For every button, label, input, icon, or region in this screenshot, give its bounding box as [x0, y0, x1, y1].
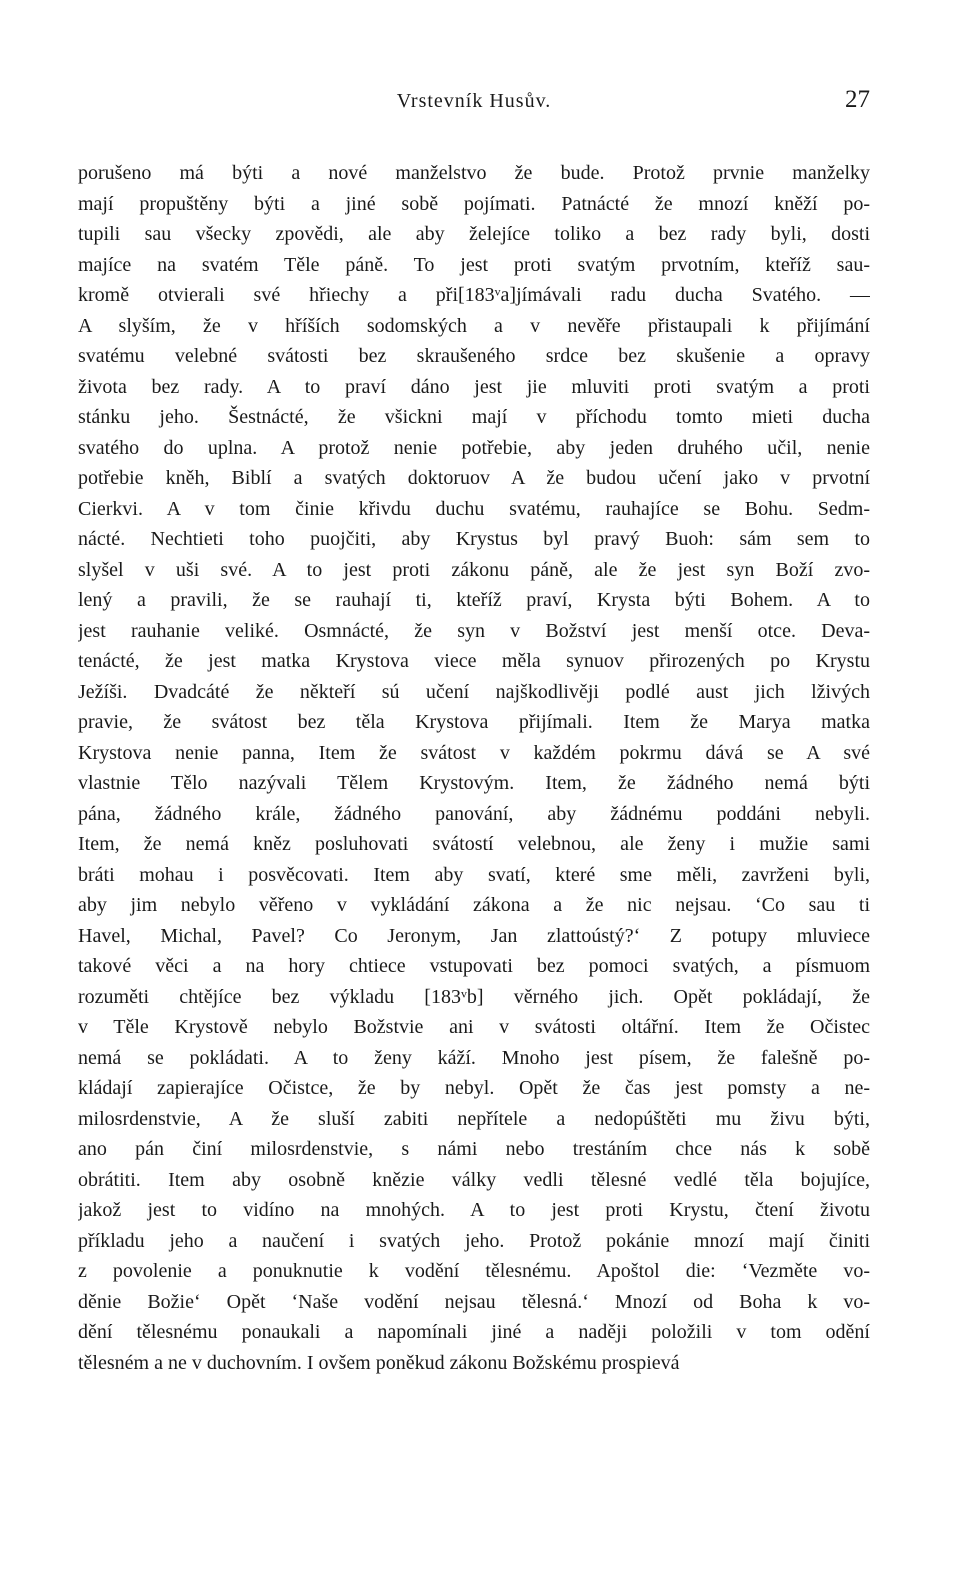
- text-line: nemá se pokládati. A to ženy káží. Mnoho jest písem, že falešně po-: [78, 1046, 870, 1069]
- text-line: tenácté, že jest matka Krystova viece měla synuov přirozených po Krystu: [78, 650, 870, 672]
- text-line: potřebie kněh, Biblí a svatých doktoruov A že budou učení jako v prvotní: [78, 467, 870, 489]
- text-line: tělesném a ne v duchovním. I ovšem poněkud zákonu Božskému prospievá: [78, 1351, 680, 1374]
- running-head: [78, 86, 870, 116]
- text-line: Cierkvi. A v tom činie křivdu duchu svatému, rauhajíce se Bohu. Sedm-: [78, 497, 870, 520]
- text-line: majíce na svatém Těle páně. To jest proti svatým prvotním, kteříž sau-: [78, 253, 870, 276]
- text-line: dění tělesnému ponaukali a napomínali jiné a naději položili v tom odění: [78, 1321, 870, 1343]
- text-line: bráti mohau i posvěcovati. Item aby svatí, které sme měli, zavrženi byli,: [78, 863, 870, 886]
- text-line: stánku jeho. Šestnácté, že všickni mají v příchodu tomto mieti ducha: [78, 406, 870, 428]
- text-line: svatého do uplna. A protož nenie potřebie, aby jeden druhého učil, nenie: [78, 436, 870, 459]
- text-line: v Těle Krystově nebylo Božstvie ani v svátosti oltářní. Item že Očistec: [78, 1016, 870, 1038]
- text-line: vlastnie Tělo nazývali Tělem Krystovým. Item, že žádného nemá býti: [78, 772, 870, 794]
- text-line: pána, žádného krále, žádného panování, aby žádnému poddáni nebyli.: [78, 802, 870, 825]
- text-line: A slyším, že v hříších sodomských a v nevěře přistaupali k přijímání: [78, 314, 870, 337]
- text-line: takové věci a na hory chtiece vstupovati bez pomoci svatých, a písmuom: [78, 955, 870, 977]
- text-line: obrátiti. Item aby osobně knězie války vedli tělesné vedlé těla bojujíce,: [78, 1168, 870, 1191]
- text-line: jakož jest to vidíno na mnohých. A to jest proti Krystu, čtení životu: [78, 1199, 870, 1221]
- text-line: jest rauhanie veliké. Osmnácté, že syn v Božství jest menší otce. Deva-: [78, 619, 870, 642]
- body-text: [78, 158, 870, 1378]
- text-line: aby jim nebylo věřeno v vykládání zákona a že nic nejsau. ‘Co sau ti: [78, 894, 870, 916]
- text-line: mají propuštěny býti a jiné sobě pojímati. Patnácté že mnozí kněží po-: [78, 192, 870, 215]
- text-line: Havel, Michal, Pavel? Co Jeronym, Jan zlattoústý?‘ Z potupy mluviece: [78, 924, 870, 947]
- text-line: děnie Božie‘ Opět ‘Naše vodění nejsau tělesná.‘ Mnozí od Boha k vo-: [78, 1290, 870, 1313]
- text-line: kromě otvierali své hřiechy a při[183ᵛa]jímávali radu ducha Svatého. —: [78, 284, 870, 306]
- text-line: Ježíši. Dvadcáté že někteří sú učení najškodlivěji podlé aust jich lživých: [78, 680, 870, 703]
- running-title: Vrstevník Husův.: [396, 90, 552, 112]
- text-line: života bez rady. A to praví dáno jest jie mluviti proti svatým a proti: [78, 375, 870, 398]
- text-line: ano pán činí milosrdenstvie, s námi nebo trestáním chce nás k sobě: [78, 1138, 870, 1160]
- text-line: tupili sau všecky zpovědi, ale aby želejíce toliko a bez rady byli, dosti: [78, 223, 870, 245]
- text-line: nácté. Nechtieti toho puojčiti, aby Krystus byl pravý Buoh: sám sem to: [78, 528, 870, 550]
- text-line: kládají zapierajíce Očistce, že by nebyl. Opět že čas jest pomsty a ne-: [78, 1077, 870, 1099]
- text-line: Krystova nenie panna, Item že svátost v každém pokrmu dává se A své: [78, 741, 870, 764]
- text-line: Item, že nemá kněz posluhovati svátostí velebnou, ale ženy i mužie sami: [78, 833, 870, 855]
- page-number: 27: [845, 86, 870, 113]
- text-line: porušeno má býti a nové manželstvo že bude. Protož prvnie manželky: [78, 162, 870, 184]
- text-line: z povolenie a ponuknutie k vodění tělesnému. Apoštol die: ‘Vezměte vo-: [78, 1260, 870, 1282]
- text-line: slyšel v uši své. A to jest proti zákonu páně, ale že jest syn Boží zvo-: [78, 558, 870, 581]
- text-line: příkladu jeho a naučení i svatých jeho. Protož pokánie mnozí mají činiti: [78, 1229, 870, 1252]
- text-line: milosrdenstvie, A že sluší zabiti nepřítele a nedopúštěti mu živu býti,: [78, 1107, 870, 1130]
- text-line: rozuměti chtějíce bez výkladu [183ᵛb] věrného jich. Opět pokládají, že: [78, 985, 870, 1008]
- text-line: pravie, že svátost bez těla Krystova přijímali. Item že Marya matka: [78, 711, 870, 733]
- text-line: lený a pravili, že se rauhají ti, kteříž praví, Krysta býti Bohem. A to: [78, 589, 870, 611]
- text-line: svatému velebné svátosti bez skraušeného srdce bez skušenie a opravy: [78, 345, 870, 367]
